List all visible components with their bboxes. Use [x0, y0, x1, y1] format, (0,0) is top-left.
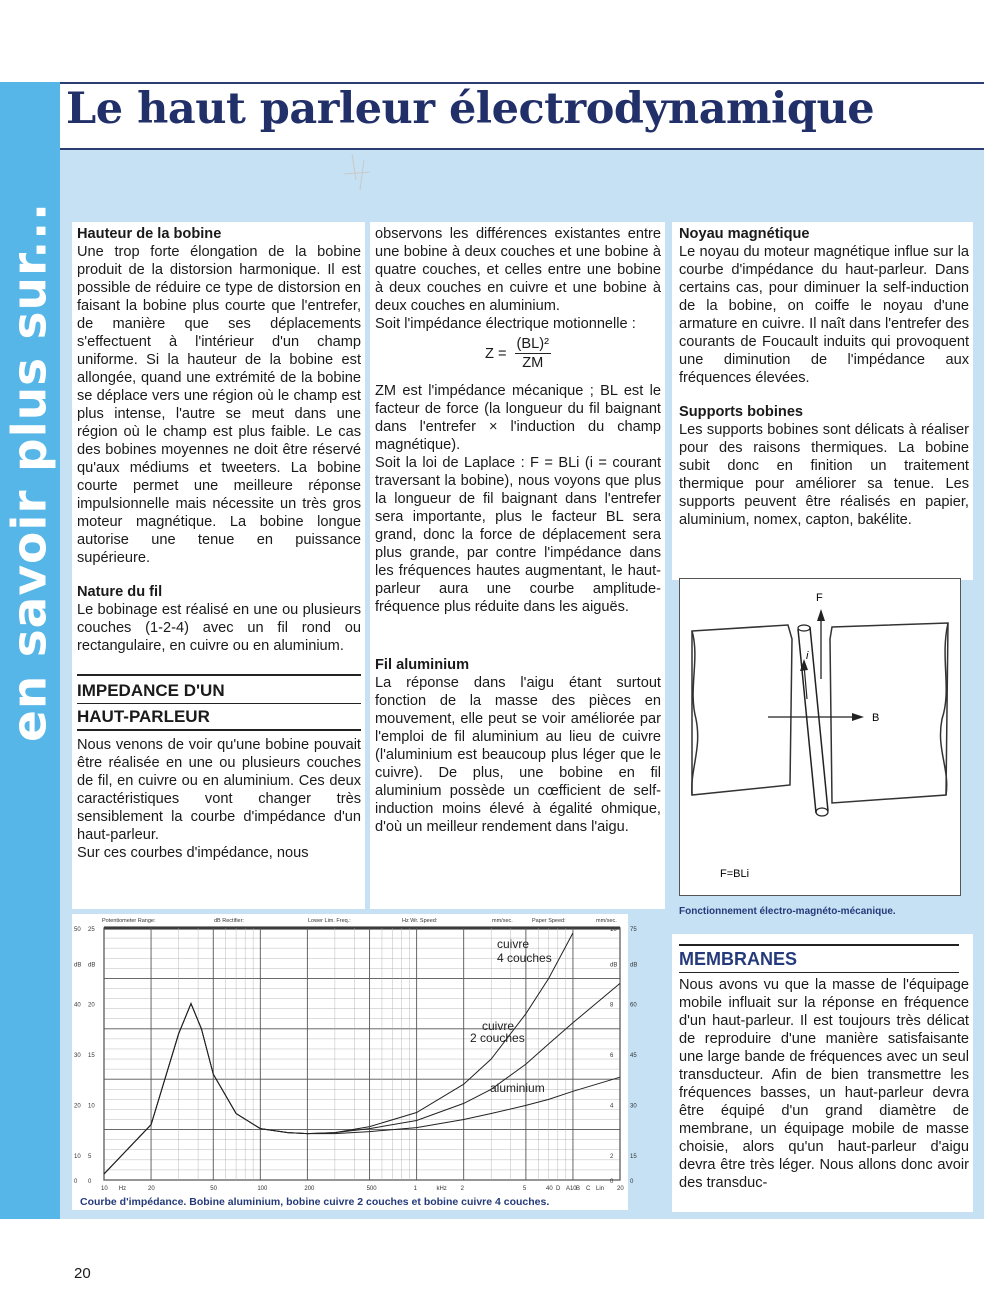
- section-heading-impedance: [77, 674, 361, 731]
- formula-fraction: [515, 335, 551, 372]
- x-tick-label: 50: [210, 1186, 217, 1192]
- subheading-supports: Supports bobines: [679, 404, 804, 420]
- page-number: 20: [74, 1265, 91, 1282]
- series-annotation: cuivre: [482, 1019, 515, 1033]
- y-tick-label-left: 20: [74, 1103, 81, 1110]
- paragraph-membranes: Nous avons vu que la masse de l'équipage mobile influait sur la réponse en fréquence d'un haut-parleur. Il est toujours très délicat de reproduire d'une manière satisfaisante une large bande de fréquences avec un seul transducteur. Afin de bien transmettre les fréquences basses, un haut-parleur devra être équipé d'un grand diamètre de membrane, un équipage mobile de masse choisie, alors qu'un haut-parleur d'aigu devra être très léger. Nous allons donc avoir des transduc-: [679, 977, 969, 1191]
- y-tick-label-right: 75: [630, 927, 637, 933]
- paragraph-impedance-cont: Sur ces courbes d'impédance, nous: [77, 845, 309, 861]
- series-annotation: 4 couches: [497, 951, 552, 965]
- series-line-1: [104, 983, 620, 1174]
- y-tick-label-right: dB: [610, 962, 618, 969]
- paragraph-impedance: Nous venons de voir qu'une bobine pouvait être réalisée en une ou plusieurs couches de fil, en cuivre ou en aluminium. Ces deux caractéristiques vont changer très sensiblement la courbe d'impédance d'un haut-parleur.: [77, 737, 361, 843]
- column-2: [370, 222, 665, 909]
- y-tick-label-left: 40: [74, 1002, 81, 1009]
- membranes-text: [672, 976, 973, 1212]
- column-3-top: [672, 222, 973, 580]
- y-tick-label-right: 30: [630, 1103, 637, 1110]
- label-b: B: [872, 712, 880, 724]
- y-tick-label-right: 60: [630, 1002, 637, 1009]
- y-tick-label-left: 10: [88, 1103, 95, 1110]
- formula-z: [375, 335, 661, 372]
- series-annotation: 2 couches: [470, 1031, 525, 1045]
- y-tick-label-right: dB: [630, 962, 638, 969]
- y-tick-label-right: 0: [610, 1179, 614, 1185]
- chart-header-label: Paper Speed:: [532, 918, 566, 924]
- section-heading-membranes: MEMBRANES: [679, 944, 959, 973]
- label-formula: F=BLi: [720, 868, 750, 880]
- x-tick-label: Lin: [596, 1186, 605, 1192]
- formula-lhs: Z =: [485, 345, 507, 362]
- y-tick-label-left: 10: [74, 1153, 81, 1160]
- chart-header-label: mm/sec.: [596, 918, 617, 924]
- formula-denominator: ZM: [522, 355, 544, 371]
- x-tick-label: 10: [101, 1186, 108, 1192]
- series-annotation: cuivre: [497, 937, 530, 951]
- y-tick-label-right: 6: [610, 1053, 614, 1059]
- side-title: en savoir plus sur...: [2, 202, 58, 742]
- y-tick-label-left: 5: [88, 1153, 92, 1160]
- subheading-noyau: Noyau magnétique: [679, 226, 810, 242]
- figure-caption: Fonctionnement électro-magnéto-mécanique.: [679, 906, 896, 917]
- x-tick-label: 100: [257, 1186, 268, 1192]
- y-tick-label-right: 4: [610, 1103, 614, 1110]
- x-tick-label: B: [576, 1186, 581, 1192]
- x-tick-label: 20: [617, 1186, 624, 1192]
- y-tick-label-right: 15: [630, 1153, 637, 1160]
- y-tick-label-right: 10: [610, 927, 617, 933]
- chart-header-label: mm/sec.: [492, 918, 513, 924]
- x-tick-label: D: [556, 1186, 561, 1192]
- y-tick-label-left: dB: [74, 962, 82, 969]
- paragraph-noyau: Le noyau du moteur magnétique influe sur la courbe d'impédance du haut-parleur. Dans certains cas, pour diminuer la self-induction de la bobine, on coiffe le noyau d'une armature en cuivre. Il naît dans l'entrefer des courants de Foucault induits qui provoquent une diminution de l'impédance aux fréquences élevées.: [679, 244, 969, 386]
- y-tick-label-left: 15: [88, 1053, 95, 1059]
- x-tick-label: 1: [413, 1186, 417, 1192]
- x-tick-label: 2: [460, 1186, 465, 1192]
- x-tick-label: C: [586, 1186, 591, 1192]
- section-heading-line-2: HAUT-PARLEUR: [77, 703, 361, 729]
- formula-numerator: (BL)²: [516, 336, 549, 352]
- x-tick-label: 200: [304, 1186, 315, 1192]
- y-tick-label-right: 45: [630, 1053, 637, 1059]
- print-artifact: [330, 150, 390, 210]
- y-tick-label-left: dB: [88, 962, 96, 969]
- series-annotation: aluminium: [490, 1081, 545, 1095]
- x-tick-label: 20: [148, 1186, 155, 1192]
- paragraph-nature: Le bobinage est réalisé en une ou plusieurs couches (1-2-4) avec un fil rond ou rectangulaire, en cuivre ou en aluminium.: [77, 602, 361, 654]
- figure-electro-magneto: [679, 578, 961, 896]
- paragraph-laplace: Soit la loi de Laplace : F = BLi (i = courant traversant la bobine), nous voyons que plus la longueur de fil baignant dans l'entrefer sera importante, plus le facteur BL sera grand, donc la force de déplacement sera plus grande, par contre l'impédance dans les fréquences hautes augmentant, le haut-parleur aura une courbe amplitude-fréquence plus réduite dans les aiguës.: [375, 455, 661, 615]
- series-line-0: [104, 933, 573, 1174]
- figure-drawing: [680, 579, 960, 895]
- chart-header-label: Lower Lim. Freq.:: [308, 918, 351, 924]
- x-tick-label: 40: [546, 1186, 553, 1192]
- x-tick-label: Hz: [118, 1186, 127, 1192]
- chart-header-label: Hz Wr. Speed:: [402, 918, 438, 924]
- impedance-chart: [72, 914, 638, 1210]
- y-tick-label-left: 25: [88, 927, 95, 933]
- x-tick-label: 500: [366, 1186, 377, 1192]
- y-tick-label-right: 8: [610, 1002, 614, 1009]
- label-i: i: [806, 650, 809, 662]
- y-tick-label-left: 50: [74, 927, 81, 933]
- y-tick-label-right: 0: [630, 1179, 634, 1185]
- y-tick-label-left: 0: [88, 1179, 92, 1185]
- paragraph-zm: ZM est l'impédance mécanique ; BL est le facteur de force (la longueur du fil baignant dans l'entrefer × l'induction du champ magnétique).: [375, 383, 661, 453]
- side-banner: [0, 82, 60, 1219]
- page-title: Le haut parleur électrodynamique: [66, 84, 875, 134]
- y-tick-label-right: 2: [610, 1153, 614, 1160]
- label-f: F: [816, 592, 823, 604]
- x-tick-label: A: [566, 1186, 571, 1192]
- chart-frame: [104, 928, 620, 1180]
- section-heading-line-1: IMPEDANCE D'UN: [77, 681, 225, 700]
- paragraph-impedance-motionnelle: Soit l'impédance électrique motionnelle :: [375, 316, 636, 332]
- paragraph-hauteur: Une trop forte élongation de la bobine produit de la distorsion harmonique. Il est possible de réduire ce type de distorsion en faisant la bobine plus courte que l'entrefer, de manière que ses déplacements s'effectuent à l'intérieur d'un champ uniforme. Si la hauteur de la bobine est allongée, quand une extrémité de la bobine se déplace vers une région où le champ est plus intense, l'autre se meut dans une région où le champ est plus faible. Le cas des bobines moyennes ne doit être réservé qu'aux médiums et tweeters. La bobine courte permet une meilleure réponse impulsionnelle mais nécessite un très gros moteur magnétique. La bobine longue autorise une tenue en puissance supérieure.: [77, 244, 361, 566]
- paragraph-supports: Les supports bobines sont délicats à réaliser pour des raisons thermiques. La bobine subit donc en finition un traitement thermique pour améliorer sa tenue. Les supports peuvent être réalisés en papier, aluminium, nomex, capton, bakélite.: [679, 422, 969, 528]
- chart-header-label: dB Rectifier:: [214, 918, 244, 924]
- y-tick-label-left: 20: [88, 1002, 95, 1009]
- paragraph-fil-aluminium: La réponse dans l'aigu étant surtout fonction de la masse des pièces en mouvement, elle peut se voir améliorée par l'emploi de fil aluminium au lieu de cuivre (l'aluminium est beaucoup plus léger que le cuivre). De plus, une bobine en fil aluminium possède un cœfficient de self-induction moins élevé à égalité ohmique, d'où un meilleur rendement dans l'aigu.: [375, 675, 661, 835]
- y-tick-label-left: 0: [74, 1179, 78, 1185]
- subheading-nature: Nature du fil: [77, 584, 163, 600]
- column-1: [72, 222, 365, 909]
- chart-caption: Courbe d'impédance. Bobine aluminium, bobine cuivre 2 couches et bobine cuivre 4 couches.: [80, 1196, 550, 1208]
- subheading-hauteur: Hauteur de la bobine: [77, 226, 222, 242]
- subheading-fil-aluminium: Fil aluminium: [375, 657, 470, 673]
- x-tick-label: kHz: [436, 1186, 447, 1192]
- paragraph-differences: observons les différences existantes entre une bobine à deux couches et une bobine à quatre couches, et celles entre une bobine à deux couches en cuivre et une bobine à deux couches en aluminium.: [375, 226, 661, 314]
- y-tick-label-left: 30: [74, 1053, 81, 1059]
- x-tick-label: 5: [522, 1186, 527, 1192]
- x-tick-label: 10: [569, 1186, 577, 1192]
- chart-header-label: Potentiometer Range:: [102, 918, 156, 924]
- impedance-chart-panel: [72, 914, 638, 1210]
